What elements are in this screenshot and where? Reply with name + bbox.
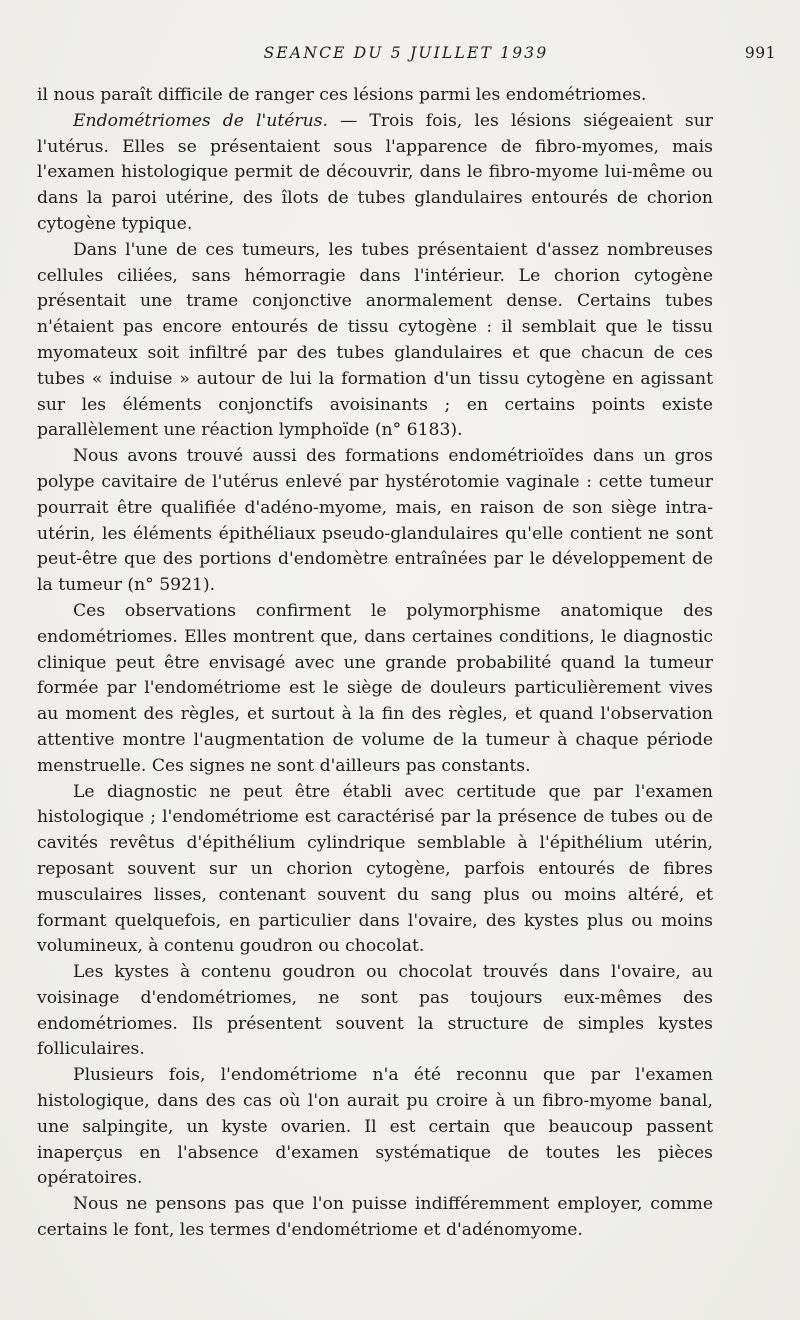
page-number: 991 <box>744 44 776 62</box>
paragraph-text: Dans l'une de ces tumeurs, les tubes présentaient d'assez nombreuses cellules ciliées, sans hémorragie dans l'intérieur. Le chorion cytogène présentait une trame conjonctive anormalement dense. Certains tubes n'étaient pas encore entourés de tissu cytogène : il semblait que le tissu myomateux soit infiltré par des tubes glandulaires et que chacun de ces tubes « induise » autour de lui la formation d'un tissu cytogène en agissant sur les éléments conjonctifs avoisinants ; en certains points existe parallèlement une réaction lymphoïde (n° 6183). <box>37 239 713 441</box>
section-title: Endométriomes de l'utérus. <box>73 110 328 131</box>
paragraph-text: Les kystes à contenu goudron ou chocolat trouvés dans l'ovaire, au voisinage d'endométriomes, ne sont pas toujours eux-mêmes des endométriomes. Ils présentent souvent la structure de simples kystes folliculaires. <box>37 962 713 1060</box>
running-head: SEANCE DU 5 JUILLET 1939 <box>263 44 549 62</box>
paragraph-text: Ces observations confirment le polymorphisme anatomique des endométriomes. Elles montrent que, dans certaines conditions, le diagnostic clinique peut être envisagé avec une grande probabilité quand la tumeur formée par l'endométriome est le siège de douleurs particulièrement vives au moment des règles, et surtout à la fin des règles, et quand l'observation attentive montre l'augmentation de volume de la tumeur à chaque période menstruelle. Ces signes ne sont d'ailleurs pas constants. <box>37 600 713 776</box>
paragraph <box>37 1192 713 1244</box>
paragraph <box>37 83 713 109</box>
paragraph <box>37 444 713 599</box>
page-header <box>36 44 776 66</box>
paragraph <box>37 109 713 238</box>
paragraph-text: Le diagnostic ne peut être établi avec certitude que par l'examen histologique ; l'endométriome est caractérisé par la présence de tubes ou de cavités revêtus d'épithélium cylindrique semblable à l'épithélium utérin, reposant souvent sur un chorion cytogène, parfois entourés de fibres musculaires lisses, contenant souvent du sang plus ou moins altéré, et formant quelquefois, en particulier dans l'ovaire, des kystes plus ou moins volumineux, à contenu goudron ou chocolat. <box>37 781 713 957</box>
paragraph <box>37 960 713 1063</box>
paragraph-text: Plusieurs fois, l'endométriome n'a été reconnu que par l'examen histologique, dans des cas où l'on aurait pu croire à un fibro-myome banal, une salpingite, un kyste ovarien. Il est certain que beaucoup passent inaperçus en l'absence d'examen systématique de toutes les pièces opératoires. <box>37 1065 713 1189</box>
paragraph-text: Nous ne pensons pas que l'on puisse indifféremment employer, comme certains le font, les termes d'endométriome et d'adénomyome. <box>37 1194 713 1241</box>
paragraph-text: Nous avons trouvé aussi des formations endométrioïdes dans un gros polype cavitaire de l'utérus enlevé par hystérotomie vaginale : cette tumeur pourrait être qualifiée d'adéno-myome, mais, en raison de son siège intra-utérin, les éléments épithéliaux pseudo-glandulaires qu'elle contient ne sont peut-être que des portions d'endomètre entraînées par le développement de la tumeur (n° 5921). <box>37 446 713 596</box>
paragraph <box>37 780 713 961</box>
paragraph <box>37 238 713 444</box>
body-text <box>37 83 713 1244</box>
paragraph-text: il nous paraît difficile de ranger ces lésions parmi les endométriomes. <box>37 85 647 105</box>
paragraph <box>37 599 713 780</box>
paragraph-text: — Trois fois, les lésions siégeaient sur l'utérus. Elles se présentaient sous l'apparence de fibro-myomes, mais l'examen histologique permit de découvrir, dans le fibro-myome lui-même ou dans la paroi utérine, des îlots de tubes glandulaires entourés de chorion cytogène typique. <box>37 110 713 234</box>
paragraph <box>37 1063 713 1192</box>
